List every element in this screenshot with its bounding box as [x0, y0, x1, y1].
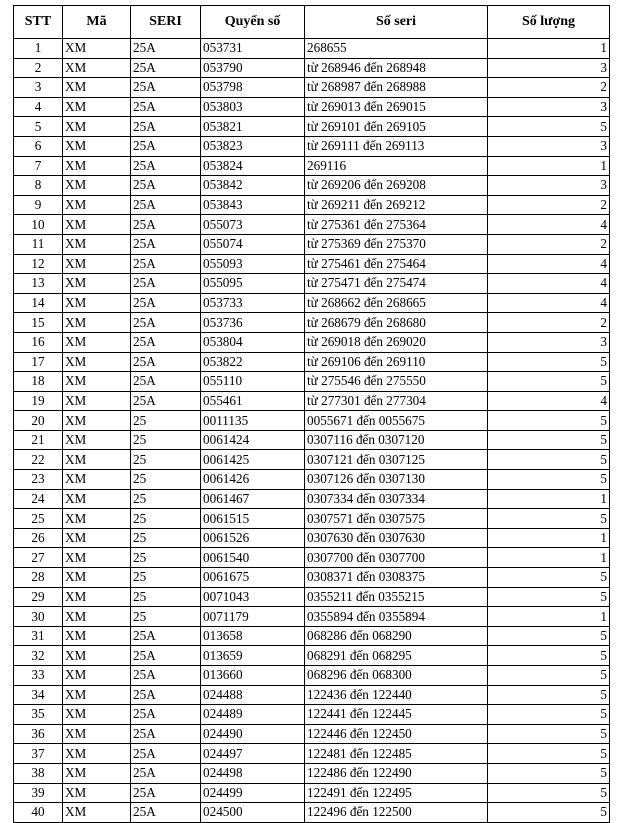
cell-seri: 25 — [131, 548, 201, 568]
cell-seri: 25 — [131, 450, 201, 470]
cell-quyen-so: 0061526 — [201, 528, 305, 548]
cell-ma: XM — [63, 391, 131, 411]
cell-seri: 25 — [131, 607, 201, 627]
table-row — [14, 234, 610, 254]
cell-quyen-so: 055073 — [201, 215, 305, 235]
cell-ma: XM — [63, 332, 131, 352]
cell-so-seri: từ 275471 đến 275474 — [305, 274, 488, 294]
cell-seri: 25A — [131, 234, 201, 254]
cell-quyen-so: 024498 — [201, 763, 305, 783]
cell-quyen-so: 053823 — [201, 136, 305, 156]
table-row — [14, 411, 610, 431]
cell-so-luong: 1 — [488, 528, 610, 548]
cell-quyen-so: 053843 — [201, 195, 305, 215]
cell-so-luong: 1 — [488, 489, 610, 509]
cell-so-luong: 4 — [488, 215, 610, 235]
cell-stt: 35 — [14, 705, 63, 725]
cell-stt: 27 — [14, 548, 63, 568]
cell-stt: 24 — [14, 489, 63, 509]
cell-ma: XM — [63, 215, 131, 235]
cell-ma: XM — [63, 156, 131, 176]
cell-quyen-so: 0071179 — [201, 607, 305, 627]
table-row — [14, 254, 610, 274]
cell-stt: 25 — [14, 509, 63, 529]
cell-so-luong: 1 — [488, 548, 610, 568]
cell-seri: 25A — [131, 352, 201, 372]
cell-ma: XM — [63, 78, 131, 98]
cell-quyen-so: 0061675 — [201, 568, 305, 588]
table-row — [14, 274, 610, 294]
header-ma: Mã — [63, 6, 131, 39]
cell-so-luong: 3 — [488, 58, 610, 78]
table-row — [14, 724, 610, 744]
cell-so-seri: 269116 — [305, 156, 488, 176]
cell-quyen-so: 053821 — [201, 117, 305, 137]
cell-seri: 25A — [131, 78, 201, 98]
cell-seri: 25A — [131, 783, 201, 803]
cell-so-luong: 3 — [488, 97, 610, 117]
cell-seri: 25A — [131, 391, 201, 411]
cell-stt: 6 — [14, 136, 63, 156]
cell-so-seri: 122496 đến 122500 — [305, 803, 488, 823]
cell-quyen-so: 013660 — [201, 666, 305, 686]
cell-ma: XM — [63, 313, 131, 333]
cell-quyen-so: 0061467 — [201, 489, 305, 509]
cell-so-seri: từ 275361 đến 275364 — [305, 215, 488, 235]
cell-so-seri: từ 268987 đến 268988 — [305, 78, 488, 98]
header-seri: SERI — [131, 6, 201, 39]
cell-ma: XM — [63, 372, 131, 392]
table-row — [14, 293, 610, 313]
cell-seri: 25A — [131, 313, 201, 333]
cell-so-seri: từ 269018 đến 269020 — [305, 332, 488, 352]
cell-ma: XM — [63, 274, 131, 294]
cell-seri: 25A — [131, 626, 201, 646]
table-row — [14, 489, 610, 509]
cell-quyen-so: 053803 — [201, 97, 305, 117]
cell-quyen-so: 055095 — [201, 274, 305, 294]
cell-so-seri: từ 268679 đến 268680 — [305, 313, 488, 333]
table-row — [14, 607, 610, 627]
table-row — [14, 705, 610, 725]
table-row — [14, 176, 610, 196]
cell-ma: XM — [63, 803, 131, 823]
table-row — [14, 78, 610, 98]
cell-so-seri: 068286 đến 068290 — [305, 626, 488, 646]
cell-stt: 4 — [14, 97, 63, 117]
cell-stt: 2 — [14, 58, 63, 78]
table-row — [14, 117, 610, 137]
cell-seri: 25A — [131, 646, 201, 666]
cell-seri: 25A — [131, 136, 201, 156]
table-row — [14, 685, 610, 705]
cell-so-luong: 5 — [488, 568, 610, 588]
cell-so-seri: từ 269013 đến 269015 — [305, 97, 488, 117]
table-row — [14, 528, 610, 548]
cell-quyen-so: 0061540 — [201, 548, 305, 568]
table-row — [14, 646, 610, 666]
serial-table — [13, 5, 610, 823]
cell-ma: XM — [63, 195, 131, 215]
cell-ma: XM — [63, 470, 131, 490]
table-row — [14, 803, 610, 823]
cell-seri: 25A — [131, 215, 201, 235]
cell-stt: 3 — [14, 78, 63, 98]
cell-ma: XM — [63, 568, 131, 588]
cell-seri: 25A — [131, 293, 201, 313]
cell-ma: XM — [63, 430, 131, 450]
cell-quyen-so: 053822 — [201, 352, 305, 372]
cell-so-seri: 0307571 đến 0307575 — [305, 509, 488, 529]
cell-stt: 34 — [14, 685, 63, 705]
cell-stt: 36 — [14, 724, 63, 744]
cell-so-seri: 122486 đến 122490 — [305, 763, 488, 783]
cell-ma: XM — [63, 352, 131, 372]
table-row — [14, 352, 610, 372]
cell-ma: XM — [63, 58, 131, 78]
cell-stt: 19 — [14, 391, 63, 411]
cell-stt: 12 — [14, 254, 63, 274]
cell-seri: 25 — [131, 489, 201, 509]
cell-seri: 25A — [131, 97, 201, 117]
table-row — [14, 744, 610, 764]
cell-so-luong: 3 — [488, 136, 610, 156]
table-row — [14, 783, 610, 803]
table-row — [14, 195, 610, 215]
cell-quyen-so: 055461 — [201, 391, 305, 411]
cell-so-luong: 3 — [488, 332, 610, 352]
cell-seri: 25A — [131, 685, 201, 705]
cell-seri: 25A — [131, 254, 201, 274]
header-stt: STT — [14, 6, 63, 39]
cell-so-seri: từ 268662 đến 268665 — [305, 293, 488, 313]
cell-ma: XM — [63, 117, 131, 137]
cell-so-seri: 0307116 đến 0307120 — [305, 430, 488, 450]
cell-so-luong: 4 — [488, 293, 610, 313]
cell-so-seri: từ 268946 đến 268948 — [305, 58, 488, 78]
header-so-luong: Số lượng — [488, 6, 610, 39]
cell-quyen-so: 024497 — [201, 744, 305, 764]
cell-stt: 10 — [14, 215, 63, 235]
cell-stt: 7 — [14, 156, 63, 176]
cell-stt: 16 — [14, 332, 63, 352]
cell-stt: 28 — [14, 568, 63, 588]
cell-seri: 25A — [131, 724, 201, 744]
cell-so-seri: 0355211 đến 0355215 — [305, 587, 488, 607]
cell-so-luong: 5 — [488, 626, 610, 646]
cell-ma: XM — [63, 666, 131, 686]
cell-so-luong: 5 — [488, 509, 610, 529]
cell-ma: XM — [63, 705, 131, 725]
cell-ma: XM — [63, 39, 131, 59]
cell-quyen-so: 024500 — [201, 803, 305, 823]
table-row — [14, 666, 610, 686]
table-row — [14, 136, 610, 156]
header-row — [14, 6, 610, 39]
cell-ma: XM — [63, 450, 131, 470]
cell-quyen-so: 0061426 — [201, 470, 305, 490]
cell-so-luong: 5 — [488, 724, 610, 744]
cell-so-seri: 122436 đến 122440 — [305, 685, 488, 705]
cell-so-luong: 4 — [488, 391, 610, 411]
cell-seri: 25A — [131, 372, 201, 392]
cell-seri: 25A — [131, 58, 201, 78]
cell-seri: 25A — [131, 156, 201, 176]
table-row — [14, 39, 610, 59]
cell-so-seri: 0307126 đến 0307130 — [305, 470, 488, 490]
table-row — [14, 97, 610, 117]
cell-ma: XM — [63, 254, 131, 274]
table-row — [14, 58, 610, 78]
cell-seri: 25A — [131, 744, 201, 764]
cell-so-luong: 5 — [488, 685, 610, 705]
cell-so-seri: từ 269206 đến 269208 — [305, 176, 488, 196]
cell-so-luong: 5 — [488, 411, 610, 431]
cell-stt: 30 — [14, 607, 63, 627]
cell-so-seri: 0055671 đến 0055675 — [305, 411, 488, 431]
cell-so-luong: 3 — [488, 176, 610, 196]
cell-so-seri: từ 275461 đến 275464 — [305, 254, 488, 274]
cell-ma: XM — [63, 607, 131, 627]
cell-seri: 25A — [131, 195, 201, 215]
cell-quyen-so: 053798 — [201, 78, 305, 98]
cell-so-luong: 5 — [488, 803, 610, 823]
cell-quyen-so: 0061424 — [201, 430, 305, 450]
cell-so-seri: từ 275369 đến 275370 — [305, 234, 488, 254]
cell-quyen-so: 024488 — [201, 685, 305, 705]
cell-seri: 25A — [131, 332, 201, 352]
cell-so-luong: 2 — [488, 195, 610, 215]
cell-ma: XM — [63, 176, 131, 196]
cell-seri: 25A — [131, 117, 201, 137]
cell-stt: 31 — [14, 626, 63, 646]
cell-ma: XM — [63, 646, 131, 666]
cell-ma: XM — [63, 724, 131, 744]
cell-stt: 40 — [14, 803, 63, 823]
cell-so-seri: 122481 đến 122485 — [305, 744, 488, 764]
cell-quyen-so: 0071043 — [201, 587, 305, 607]
cell-so-luong: 5 — [488, 705, 610, 725]
cell-so-seri: từ 277301 đến 277304 — [305, 391, 488, 411]
cell-stt: 32 — [14, 646, 63, 666]
cell-seri: 25A — [131, 666, 201, 686]
cell-ma: XM — [63, 587, 131, 607]
cell-so-luong: 5 — [488, 783, 610, 803]
table-row — [14, 313, 610, 333]
cell-quyen-so: 0061515 — [201, 509, 305, 529]
cell-so-luong: 5 — [488, 744, 610, 764]
cell-so-seri: 0308371 đến 0308375 — [305, 568, 488, 588]
cell-ma: XM — [63, 411, 131, 431]
cell-quyen-so: 053804 — [201, 332, 305, 352]
cell-so-seri: 122441 đến 122445 — [305, 705, 488, 725]
cell-stt: 13 — [14, 274, 63, 294]
cell-stt: 38 — [14, 763, 63, 783]
cell-stt: 8 — [14, 176, 63, 196]
cell-seri: 25 — [131, 587, 201, 607]
cell-quyen-so: 053790 — [201, 58, 305, 78]
cell-so-seri: từ 269101 đến 269105 — [305, 117, 488, 137]
cell-seri: 25A — [131, 274, 201, 294]
cell-seri: 25 — [131, 430, 201, 450]
cell-ma: XM — [63, 783, 131, 803]
cell-ma: XM — [63, 97, 131, 117]
cell-so-luong: 1 — [488, 39, 610, 59]
cell-quyen-so: 053842 — [201, 176, 305, 196]
cell-so-luong: 5 — [488, 372, 610, 392]
cell-ma: XM — [63, 685, 131, 705]
cell-so-seri: 268655 — [305, 39, 488, 59]
cell-so-luong: 1 — [488, 607, 610, 627]
cell-so-luong: 4 — [488, 254, 610, 274]
cell-ma: XM — [63, 626, 131, 646]
cell-so-seri: 0307630 đến 0307630 — [305, 528, 488, 548]
cell-so-luong: 5 — [488, 646, 610, 666]
cell-seri: 25A — [131, 705, 201, 725]
cell-so-luong: 5 — [488, 352, 610, 372]
cell-seri: 25 — [131, 470, 201, 490]
cell-so-seri: 068291 đến 068295 — [305, 646, 488, 666]
cell-quyen-so: 013658 — [201, 626, 305, 646]
cell-stt: 33 — [14, 666, 63, 686]
cell-quyen-so: 024489 — [201, 705, 305, 725]
table-row — [14, 763, 610, 783]
cell-quyen-so: 055074 — [201, 234, 305, 254]
cell-ma: XM — [63, 548, 131, 568]
cell-so-luong: 4 — [488, 274, 610, 294]
cell-quyen-so: 0061425 — [201, 450, 305, 470]
cell-so-luong: 5 — [488, 470, 610, 490]
cell-quyen-so: 055093 — [201, 254, 305, 274]
cell-so-luong: 2 — [488, 313, 610, 333]
cell-quyen-so: 0011135 — [201, 411, 305, 431]
cell-so-luong: 5 — [488, 763, 610, 783]
cell-so-seri: từ 275546 đến 275550 — [305, 372, 488, 392]
table-row — [14, 548, 610, 568]
cell-quyen-so: 053824 — [201, 156, 305, 176]
cell-stt: 22 — [14, 450, 63, 470]
table-row — [14, 156, 610, 176]
cell-so-seri: từ 269211 đến 269212 — [305, 195, 488, 215]
table-row — [14, 450, 610, 470]
cell-stt: 9 — [14, 195, 63, 215]
cell-stt: 21 — [14, 430, 63, 450]
table-row — [14, 509, 610, 529]
cell-stt: 39 — [14, 783, 63, 803]
cell-seri: 25A — [131, 39, 201, 59]
cell-ma: XM — [63, 489, 131, 509]
cell-quyen-so: 053731 — [201, 39, 305, 59]
cell-seri: 25 — [131, 568, 201, 588]
cell-so-luong: 1 — [488, 156, 610, 176]
cell-so-seri: 0307334 đến 0307334 — [305, 489, 488, 509]
cell-stt: 37 — [14, 744, 63, 764]
cell-stt: 15 — [14, 313, 63, 333]
cell-stt: 20 — [14, 411, 63, 431]
table-row — [14, 626, 610, 646]
table-row — [14, 372, 610, 392]
cell-so-luong: 2 — [488, 234, 610, 254]
table-row — [14, 391, 610, 411]
cell-stt: 5 — [14, 117, 63, 137]
cell-so-seri: 122491 đến 122495 — [305, 783, 488, 803]
cell-stt: 17 — [14, 352, 63, 372]
cell-quyen-so: 013659 — [201, 646, 305, 666]
cell-seri: 25A — [131, 763, 201, 783]
cell-stt: 11 — [14, 234, 63, 254]
table-row — [14, 215, 610, 235]
cell-ma: XM — [63, 293, 131, 313]
cell-so-luong: 5 — [488, 430, 610, 450]
table-body — [14, 39, 610, 823]
cell-seri: 25 — [131, 509, 201, 529]
cell-stt: 23 — [14, 470, 63, 490]
cell-so-luong: 5 — [488, 117, 610, 137]
cell-seri: 25 — [131, 411, 201, 431]
cell-stt: 26 — [14, 528, 63, 548]
table-row — [14, 332, 610, 352]
cell-quyen-so: 024499 — [201, 783, 305, 803]
cell-ma: XM — [63, 528, 131, 548]
cell-seri: 25A — [131, 176, 201, 196]
cell-ma: XM — [63, 136, 131, 156]
cell-so-luong: 5 — [488, 450, 610, 470]
cell-so-seri: từ 269111 đến 269113 — [305, 136, 488, 156]
cell-ma: XM — [63, 234, 131, 254]
cell-so-seri: từ 269106 đến 269110 — [305, 352, 488, 372]
cell-stt: 14 — [14, 293, 63, 313]
cell-so-seri: 0307700 đến 0307700 — [305, 548, 488, 568]
cell-quyen-so: 024490 — [201, 724, 305, 744]
header-so-seri: Số seri — [305, 6, 488, 39]
cell-so-seri: 122446 đến 122450 — [305, 724, 488, 744]
table-row — [14, 568, 610, 588]
cell-quyen-so: 055110 — [201, 372, 305, 392]
cell-seri: 25 — [131, 528, 201, 548]
cell-so-seri: 068296 đến 068300 — [305, 666, 488, 686]
cell-so-luong: 2 — [488, 78, 610, 98]
cell-so-seri: 0355894 đến 0355894 — [305, 607, 488, 627]
cell-ma: XM — [63, 763, 131, 783]
cell-seri: 25A — [131, 803, 201, 823]
cell-stt: 18 — [14, 372, 63, 392]
table-row — [14, 430, 610, 450]
cell-stt: 1 — [14, 39, 63, 59]
cell-so-seri: 0307121 đến 0307125 — [305, 450, 488, 470]
cell-stt: 29 — [14, 587, 63, 607]
table-row — [14, 470, 610, 490]
cell-ma: XM — [63, 509, 131, 529]
cell-so-luong: 5 — [488, 587, 610, 607]
header-quyen-so: Quyển số — [201, 6, 305, 39]
cell-so-luong: 5 — [488, 666, 610, 686]
cell-quyen-so: 053736 — [201, 313, 305, 333]
cell-quyen-so: 053733 — [201, 293, 305, 313]
cell-ma: XM — [63, 744, 131, 764]
table-row — [14, 587, 610, 607]
